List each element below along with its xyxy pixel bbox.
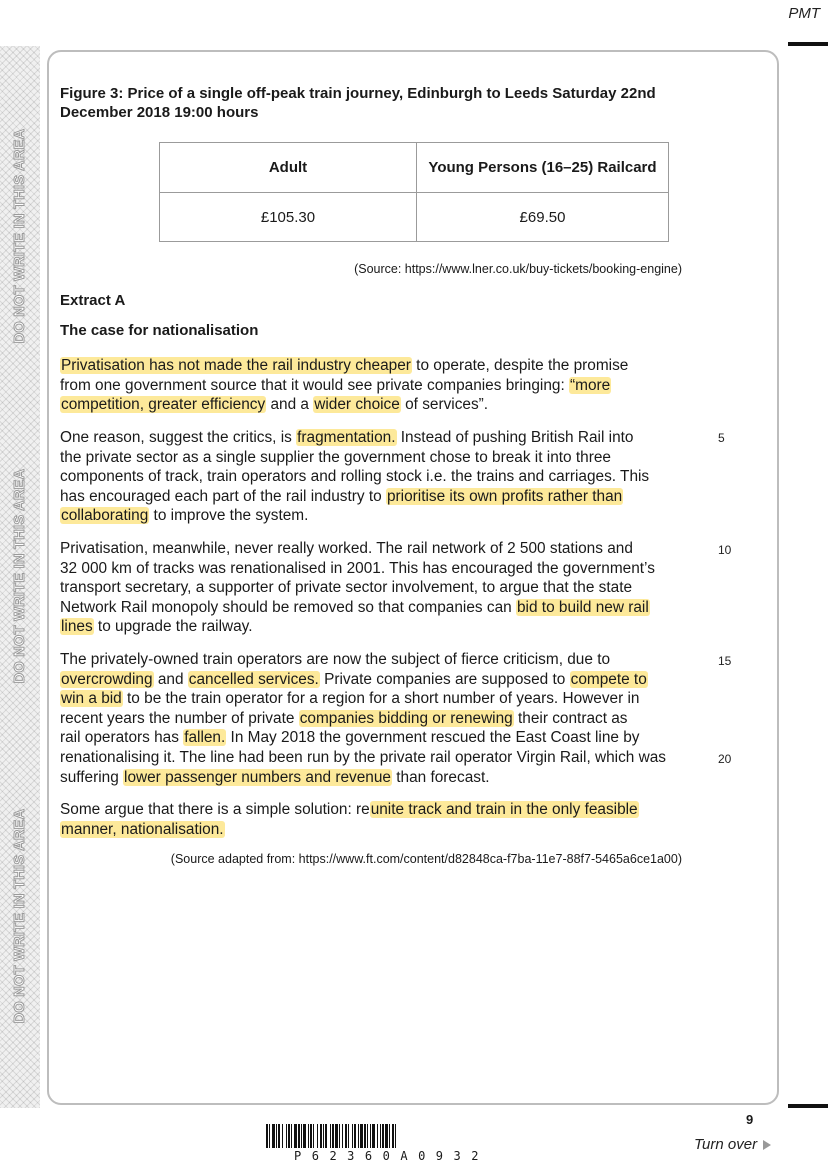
price-table	[159, 142, 669, 242]
table-header-cell: Adult	[160, 143, 417, 193]
highlight: compete to	[570, 670, 647, 688]
table-cell: £105.30	[160, 193, 417, 242]
table-header-cell: Young Persons (16–25) Railcard	[417, 143, 669, 193]
highlight: “more	[570, 376, 611, 394]
extract-heading: The case for nationalisation	[60, 322, 259, 339]
barcode-bar	[396, 1124, 398, 1148]
figure-title: Figure 3: Price of a single off-peak train journey, Edinburgh to Leeds Saturday 22nd December 2018 19:00 hours	[60, 85, 656, 121]
line-number: 5	[718, 431, 725, 445]
highlight: fallen.	[184, 729, 226, 747]
paragraph-2: One reason, suggest the critics, is fragmentation. Instead of pushing British Rail into the private sector as a single supplier the government chose to break it into three components of track, train operators and rolling stock i.e. the trains and carriages. This has encouraged each part of the rail industry to prioritise its own profits rather than collaborating to improve the system.	[60, 429, 650, 525]
highlight: bid to build new rail	[516, 598, 649, 616]
table-row	[160, 193, 669, 242]
arrow-right-icon	[763, 1140, 771, 1150]
table-header-row	[160, 143, 669, 193]
paragraph-1: Privatisation has not made the rail industry cheaper to operate, despite the promise from one government source that it would see private companies bringing: “more competition, greater efficiency and a wider choice of services”.	[60, 357, 629, 414]
highlight: lines	[61, 618, 93, 636]
highlight: collaborating	[61, 507, 149, 525]
line-number: 15	[718, 654, 732, 668]
margin-warning: DO NOT WRITE IN THIS AREA	[12, 808, 28, 1024]
margin-strip	[0, 46, 40, 1108]
barcode-text: P62360A0932	[294, 1149, 489, 1163]
highlight: fragmentation.	[297, 429, 396, 446]
extract-source: (Source adapted from: https://www.ft.com/content/d82848ca-f7ba-11e7-88f7-5465a6ce1a00)	[170, 852, 682, 866]
table-cell: £69.50	[417, 193, 669, 242]
highlight: lower passenger numbers and revenue	[124, 768, 391, 786]
figure-source: (Source: https://www.lner.co.uk/buy-tickets/booking-engine)	[354, 262, 682, 276]
highlight: cancelled services.	[188, 670, 319, 688]
pmt-watermark: PMT	[788, 5, 820, 22]
highlight: overcrowding	[61, 670, 153, 688]
margin-warning: DO NOT WRITE IN THIS AREA	[12, 128, 28, 344]
barcode	[266, 1124, 566, 1163]
paragraph-4: The privately-owned train operators are now the subject of fierce criticism, due to overcrowding and cancelled services. Private companies are supposed to compete to win a bid to be the train operator for a region for a short number of years. However in recent years the number of private companies bidding or renewing their contract as rail operators has fallen. In May 2018 the government rescued the East Coast line by renationalising it. The line had been run by the private rail operator Virgin Rail, which was suffering lower passenger numbers and revenue than forecast.	[60, 651, 666, 786]
paragraph-5: Some argue that there is a simple solution: reunite track and train in the only feasible manner, nationalisation.	[60, 801, 638, 838]
highlight: unite track and train in the only feasible	[370, 801, 638, 818]
highlight: Privatisation has not made the rail industry cheaper	[61, 357, 411, 374]
paragraph-3: Privatisation, meanwhile, never really worked. The rail network of 2 500 stations and 32 000 km of tracks was renationalised in 2001. This has encouraged the government’s transport secretary, a supporter of private sector involvement, to argue that the state Network Rail monopoly should be removed so that companies can bid to build new rail lines to upgrade the railway.	[60, 540, 655, 636]
highlight: competition, greater efficiency	[61, 396, 266, 414]
page-number: 9	[746, 1112, 754, 1127]
margin-warning: DO NOT WRITE IN THIS AREA	[12, 468, 28, 684]
top-margin-bar	[788, 42, 828, 46]
line-number: 10	[718, 543, 732, 557]
highlight: manner, nationalisation.	[61, 820, 224, 838]
line-number: 20	[718, 752, 732, 766]
bottom-margin-bar	[788, 1104, 828, 1108]
extract-label: Extract A	[60, 292, 126, 309]
highlight: win a bid	[61, 690, 122, 708]
highlight: companies bidding or renewing	[299, 709, 513, 727]
turn-over: Turn over	[694, 1136, 771, 1153]
highlight: wider choice	[314, 396, 400, 414]
highlight: prioritise its own profits rather than	[386, 487, 623, 505]
barcode-bars	[266, 1124, 566, 1148]
